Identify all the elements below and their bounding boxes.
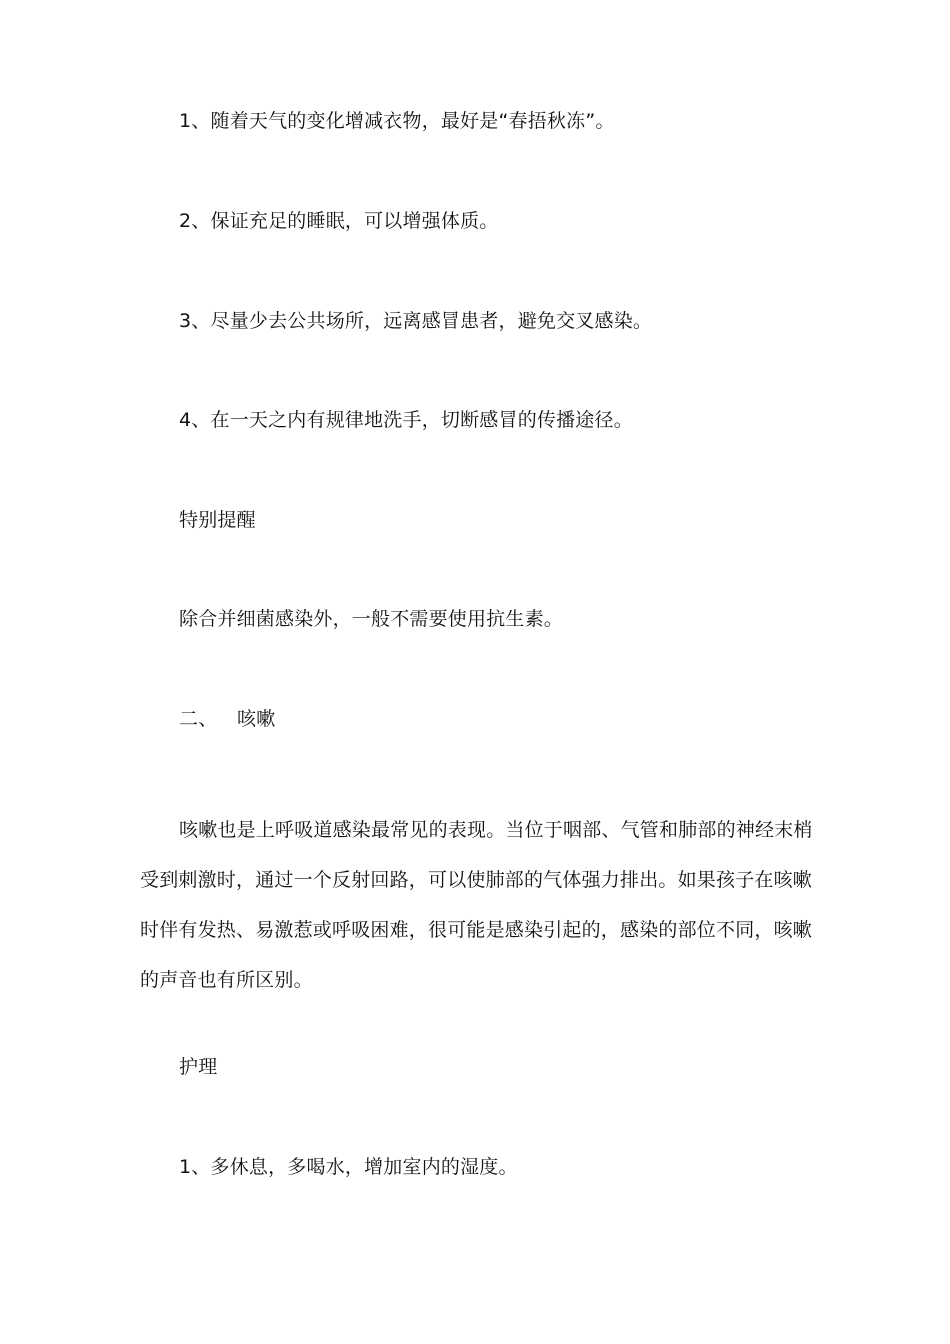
- paragraph-line: 时伴有发热、易激惹或呼吸困难，很可能是感染引起的，感染的部位不同，咳嗽: [140, 919, 813, 941]
- section-heading-cough: [179, 707, 275, 731]
- section-title: 咳嗽: [237, 708, 276, 730]
- list-item-handwashing: 4、在一天之内有规律地洗手，切断感冒的传播途径。: [179, 409, 633, 431]
- paragraph-line: 受到刺激时，通过一个反射回路，可以使肺部的气体强力排出。如果孩子在咳嗽: [140, 869, 813, 891]
- list-item-clothing: 1、随着天气的变化增减衣物，最好是“春捂秋冻”。: [179, 110, 615, 132]
- list-item-public-places: 3、尽量少去公共场所，远离感冒患者，避免交叉感染。: [179, 310, 653, 332]
- care-list-item-rest: 1、多休息，多喝水，增加室内的湿度。: [179, 1156, 518, 1178]
- care-heading: 护理: [179, 1056, 218, 1078]
- reminder-heading: 特别提醒: [179, 509, 256, 531]
- list-item-sleep: 2、保证充足的睡眠，可以增强体质。: [179, 210, 499, 232]
- paragraph-line: 的声音也有所区别。: [140, 969, 313, 991]
- cough-paragraph: [140, 805, 816, 1005]
- paragraph-line: 咳嗽也是上呼吸道感染最常见的表现。当位于咽部、气管和肺部的神经末梢: [179, 819, 813, 841]
- section-number: 二、: [179, 708, 218, 730]
- reminder-text: 除合并细菌感染外，一般不需要使用抗生素。: [179, 608, 564, 630]
